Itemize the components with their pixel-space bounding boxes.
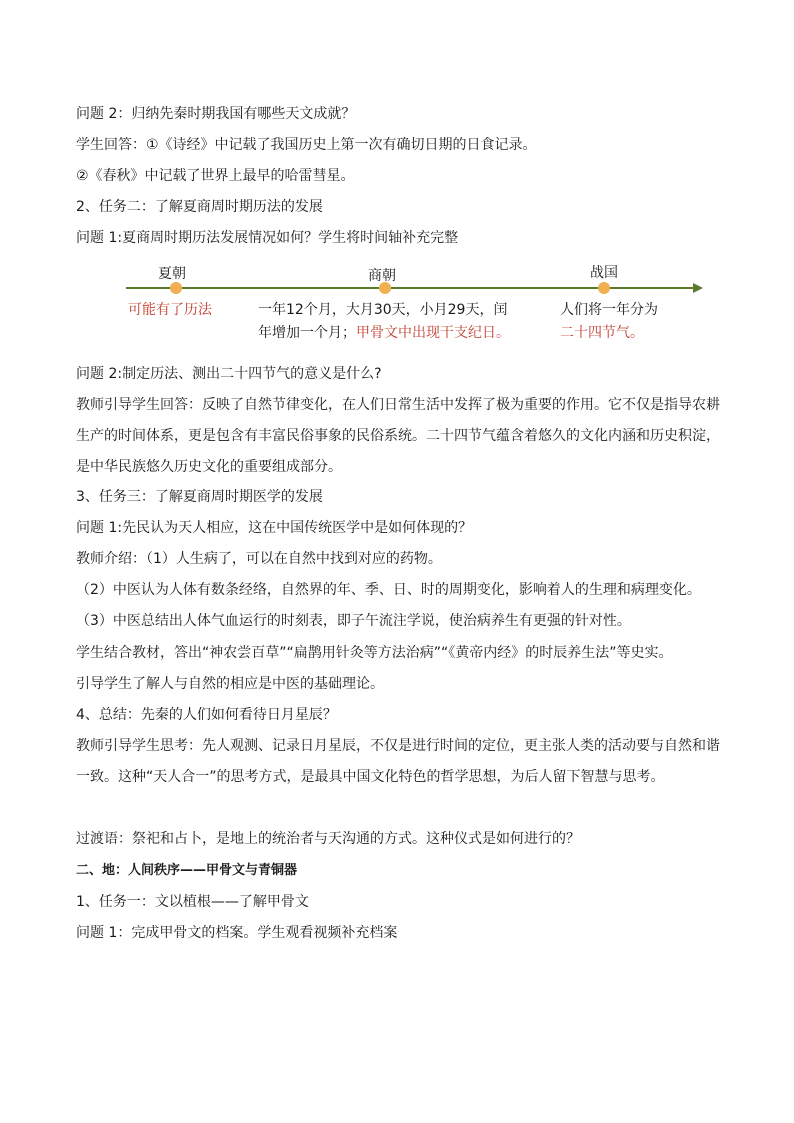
- section-2-question-1: 问题 1：完成甲骨文的档案。学生观看视频补充档案: [76, 925, 398, 941]
- timeline-label-shang: 商朝: [368, 268, 396, 284]
- transition-text: 过渡语：祭祀和占卜，是地上的统治者与天沟通的方式。这种仪式是如何进行的？: [76, 831, 580, 847]
- summary-heading: 4、总结：先秦的人们如何看待日月星辰？: [76, 707, 337, 723]
- section-2-task-1: 1、任务一：文以植根——了解甲骨文: [76, 894, 309, 910]
- timeline-label-xia: 夏朝: [158, 266, 186, 282]
- task-2-heading: 2、任务二：了解夏商周时期历法的发展: [76, 199, 323, 215]
- task-3-heading: 3、任务三：了解夏商周时期医学的发展: [76, 489, 323, 505]
- task-2-question-2: 问题 2:制定历法、测出二十四节气的意义是什么?: [76, 366, 382, 382]
- calendar-timeline: [118, 258, 708, 348]
- timeline-dot-zhanguo: [598, 282, 610, 294]
- timeline-text-shang-2b: 甲骨文中出现干支纪日。: [356, 325, 510, 341]
- timeline-arrow-icon: [693, 283, 703, 293]
- summary-text: 教师引导学生思考：先人观测、记录日月星辰，不仅是进行时间的定位，更主张人类的活动要与自然和谐一致。这种“天人合一”的思考方式，是最具中国文化特色的哲学思想，为后人留下智慧与思考。: [76, 738, 720, 785]
- timeline-text-shang-2a: 年增加一个月；: [258, 325, 356, 341]
- task-3-point-3: （3）中医总结出人体气血运行的时刻表，即子午流注学说，使治病养生有更强的针对性。: [76, 613, 631, 629]
- timeline-dot-xia: [170, 282, 182, 294]
- task-3-student: 学生结合教材，答出“神农尝百草”“扁鹊用针灸等方法治病”“《黄帝内经》的时辰养生法”等史实。: [76, 645, 673, 661]
- timeline-text-xia: 可能有了历法: [128, 302, 212, 318]
- section-2-heading: 二、地：人间秩序——甲骨文与青铜器: [76, 863, 298, 878]
- task-3-guide: 引导学生了解人与自然的相应是中医的基础理论。: [76, 676, 384, 692]
- timeline-label-zhanguo: 战国: [590, 265, 618, 281]
- task-2-question-1: 问题 1:夏商周时期历法发展情况如何？学生将时间轴补充完整: [76, 230, 459, 246]
- timeline-axis: [118, 258, 708, 298]
- timeline-text-zhanguo-1: 人们将一年分为: [560, 302, 658, 318]
- question-2-heading: 问题 2：归纳先秦时期我国有哪些天文成就？: [76, 106, 356, 122]
- task-3-teacher-intro: 教师介绍：（1）人生病了，可以在自然中找到对应的药物。: [76, 551, 442, 567]
- task-3-question-1: 问题 1:先民认为天人相应，这在中国传统医学中是如何体现的？: [76, 520, 473, 536]
- student-answer-2: ②《春秋》中记载了世界上最早的哈雷彗星。: [76, 168, 355, 184]
- task-3-point-2: （2）中医认为人体有数条经络，自然界的年、季、日、时的周期变化，影响着人的生理和病理变化。: [76, 582, 701, 598]
- timeline-text-shang-2: [258, 322, 510, 345]
- student-answer-1: 学生回答：①《诗经》中记载了我国历史上第一次有确切日期的日食记录。: [76, 137, 537, 153]
- task-2-answer-2: 教师引导学生回答：反映了自然节律变化，在人们日常生活中发挥了极为重要的作用。它不仅是指导农耕生产的时间体系，更是包含有丰富民俗事象的民俗系统。二十四节气蕴含着悠久的文化内涵和历史积淀，是中华民族悠久历史文化的重要组成部分。: [76, 397, 720, 475]
- timeline-text-zhanguo-2: 二十四节气。: [560, 325, 644, 341]
- timeline-text-shang-1: 一年12个月，大月30天，小月29天，闰: [258, 302, 508, 318]
